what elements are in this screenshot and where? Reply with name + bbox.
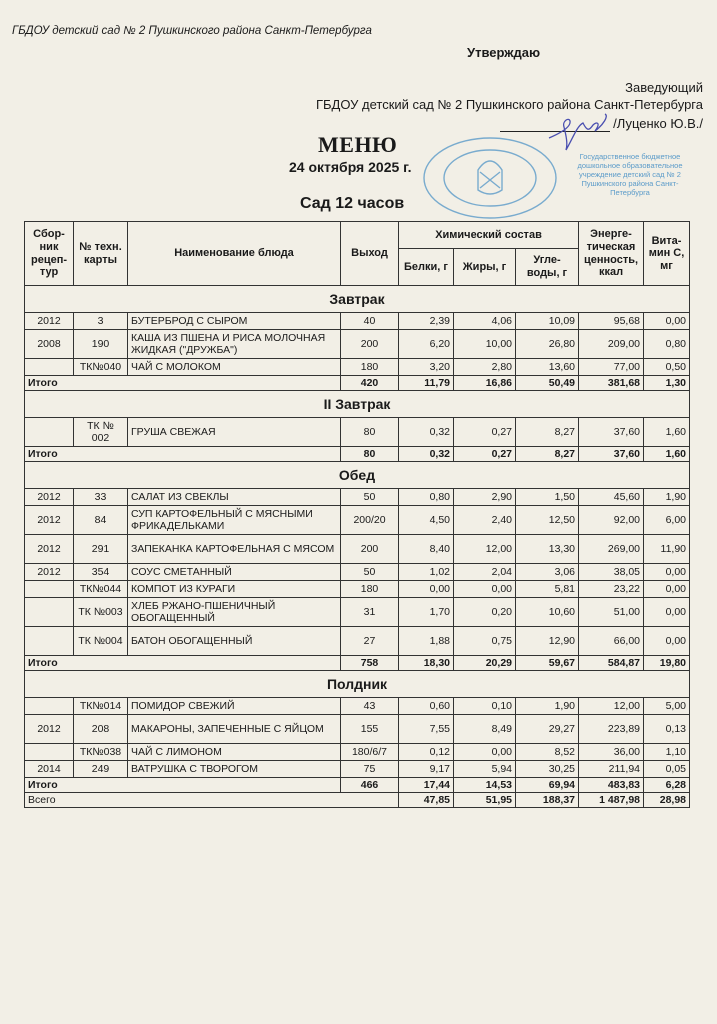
cell-card-number: 208 [74,715,128,744]
cell-card-number: ТК №003 [74,598,128,627]
section-row [25,462,690,489]
cell-collection [25,598,74,627]
cell-fat: 4,06 [454,313,516,330]
cell-protein: 4,50 [399,506,454,535]
cell-fat: 8,49 [454,715,516,744]
section-title: II Завтрак [25,391,690,418]
total-fat: 20,29 [454,656,516,671]
cell-yield: 50 [341,564,399,581]
cell-protein: 0,00 [399,581,454,598]
total-row [25,376,690,391]
director-name: /Луценко Ю.В./ [613,116,703,131]
cell-protein: 0,60 [399,698,454,715]
cell-dish-name: ХЛЕБ РЖАНО-ПШЕНИЧНЫЙ ОБОГАЩЕННЫЙ [128,598,341,627]
table-row [25,715,690,744]
cell-yield: 80 [341,418,399,447]
total-fat: 0,27 [454,447,516,462]
total-protein: 11,79 [399,376,454,391]
total-label: Итого [25,656,341,671]
menu-date: 24 октября 2025 г. [289,159,412,175]
total-label: Итого [25,447,341,462]
cell-yield: 75 [341,761,399,778]
grand-total-vitamin: 28,98 [644,793,690,808]
cell-vitamin: 1,10 [644,744,690,761]
cell-carbs: 26,80 [516,330,579,359]
cell-energy: 92,00 [579,506,644,535]
cell-fat: 0,20 [454,598,516,627]
table-row [25,744,690,761]
total-fat: 16,86 [454,376,516,391]
cell-vitamin: 0,80 [644,330,690,359]
table-row [25,627,690,656]
cell-fat: 0,00 [454,581,516,598]
cell-energy: 211,94 [579,761,644,778]
menu-title: МЕНЮ [318,132,398,157]
header-protein: Белки, г [399,249,454,286]
total-fat: 14,53 [454,778,516,793]
organization-header: ГБДОУ детский сад № 2 Пушкинского района Санкт-Петербурга [12,25,372,37]
cell-carbs: 12,50 [516,506,579,535]
total-protein: 18,30 [399,656,454,671]
cell-protein: 8,40 [399,535,454,564]
table-row [25,359,690,376]
cell-vitamin: 0,05 [644,761,690,778]
cell-carbs: 10,09 [516,313,579,330]
total-energy: 584,87 [579,656,644,671]
cell-card-number: 33 [74,489,128,506]
total-protein: 17,44 [399,778,454,793]
cell-fat: 2,80 [454,359,516,376]
cell-card-number: 3 [74,313,128,330]
cell-collection: 2012 [25,506,74,535]
cell-yield: 200 [341,535,399,564]
cell-collection [25,698,74,715]
grand-total-fat: 51,95 [454,793,516,808]
cell-collection [25,359,74,376]
header-card-number: № техн. карты [74,222,128,286]
cell-protein: 1,70 [399,598,454,627]
cell-protein: 9,17 [399,761,454,778]
cell-energy: 23,22 [579,581,644,598]
cell-vitamin: 1,90 [644,489,690,506]
cell-energy: 45,60 [579,489,644,506]
header-vitamin-c: Вита-мин С, мг [644,222,690,286]
grand-total-energy: 1 487,98 [579,793,644,808]
cell-dish-name: САЛАТ ИЗ СВЕКЛЫ [128,489,341,506]
cell-vitamin: 0,50 [644,359,690,376]
total-yield: 758 [341,656,399,671]
table-row [25,489,690,506]
cell-dish-name: МАКАРОНЫ, ЗАПЕЧЕННЫЕ С ЯЙЦОМ [128,715,341,744]
cell-yield: 27 [341,627,399,656]
cell-dish-name: СУП КАРТОФЕЛЬНЫЙ С МЯСНЫМИ ФРИКАДЕЛЬКАМИ [128,506,341,535]
cell-dish-name: ПОМИДОР СВЕЖИЙ [128,698,341,715]
cell-card-number: ТК№014 [74,698,128,715]
cell-yield: 40 [341,313,399,330]
header-dish-name: Наименование блюда [128,222,341,286]
cell-dish-name: ЗАПЕКАНКА КАРТОФЕЛЬНАЯ С МЯСОМ [128,535,341,564]
cell-yield: 200 [341,330,399,359]
total-label: Итого [25,778,341,793]
cell-collection [25,581,74,598]
table-row [25,564,690,581]
cell-vitamin: 1,60 [644,418,690,447]
cell-collection: 2014 [25,761,74,778]
grand-total-protein: 47,85 [399,793,454,808]
section-row [25,391,690,418]
cell-dish-name: КОМПОТ ИЗ КУРАГИ [128,581,341,598]
cell-energy: 36,00 [579,744,644,761]
cell-yield: 200/20 [341,506,399,535]
total-energy: 37,60 [579,447,644,462]
cell-carbs: 13,60 [516,359,579,376]
cell-protein: 0,12 [399,744,454,761]
cell-fat: 5,94 [454,761,516,778]
cell-vitamin: 11,90 [644,535,690,564]
cell-dish-name: БУТЕРБРОД С СЫРОМ [128,313,341,330]
cell-fat: 10,00 [454,330,516,359]
cell-vitamin: 5,00 [644,698,690,715]
section-title: Обед [25,462,690,489]
cell-fat: 12,00 [454,535,516,564]
cell-card-number: 190 [74,330,128,359]
approval-label: Утверждаю [467,45,541,60]
cell-energy: 95,68 [579,313,644,330]
header-yield: Выход [341,222,399,286]
total-carbs: 59,67 [516,656,579,671]
cell-carbs: 1,50 [516,489,579,506]
cell-energy: 66,00 [579,627,644,656]
cell-protein: 2,39 [399,313,454,330]
cell-card-number: 291 [74,535,128,564]
total-carbs: 8,27 [516,447,579,462]
total-carbs: 50,49 [516,376,579,391]
header-fat: Жиры, г [454,249,516,286]
section-title: Завтрак [25,286,690,313]
section-row [25,671,690,698]
cell-card-number: ТК № 002 [74,418,128,447]
section-row [25,286,690,313]
cell-dish-name: ВАТРУШКА С ТВОРОГОМ [128,761,341,778]
grand-total-label: Всего [25,793,399,808]
cell-fat: 0,27 [454,418,516,447]
cell-yield: 180/6/7 [341,744,399,761]
cell-dish-name: ГРУША СВЕЖАЯ [128,418,341,447]
cell-fat: 2,04 [454,564,516,581]
section-title: Полдник [25,671,690,698]
cell-dish-name: БАТОН ОБОГАЩЕННЫЙ [128,627,341,656]
total-yield: 420 [341,376,399,391]
cell-energy: 77,00 [579,359,644,376]
total-label: Итого [25,376,341,391]
table-row [25,581,690,598]
cell-energy: 38,05 [579,564,644,581]
cell-vitamin: 0,13 [644,715,690,744]
stamp-text: Государственное бюджетное дошкольное образовательное учреждение детский сад № 2 Пушкинского района Санкт-Петербурга [577,152,683,197]
cell-collection [25,418,74,447]
cell-collection: 2012 [25,715,74,744]
cell-carbs: 3,06 [516,564,579,581]
cell-carbs: 5,81 [516,581,579,598]
table-row [25,313,690,330]
cell-energy: 37,60 [579,418,644,447]
cell-carbs: 8,52 [516,744,579,761]
cell-carbs: 8,27 [516,418,579,447]
header-carbs: Угле-воды, г [516,249,579,286]
cell-card-number: 84 [74,506,128,535]
cell-carbs: 29,27 [516,715,579,744]
cell-energy: 223,89 [579,715,644,744]
cell-protein: 3,20 [399,359,454,376]
total-row [25,778,690,793]
cell-yield: 180 [341,359,399,376]
total-energy: 381,68 [579,376,644,391]
cell-collection: 2008 [25,330,74,359]
cell-dish-name: ЧАЙ С МОЛОКОМ [128,359,341,376]
director-title: Заведующий [625,80,703,95]
total-row [25,447,690,462]
cell-yield: 155 [341,715,399,744]
director-organization: ГБДОУ детский сад № 2 Пушкинского района Санкт-Петербурга [315,97,703,112]
cell-collection [25,627,74,656]
total-yield: 466 [341,778,399,793]
table-row [25,535,690,564]
header-collection: Сбор-ник рецеп-тур [25,222,74,286]
cell-card-number: ТК№040 [74,359,128,376]
grand-total-carbs: 188,37 [516,793,579,808]
cell-collection: 2012 [25,535,74,564]
cell-yield: 180 [341,581,399,598]
header-chemical-composition: Химический состав [399,222,579,249]
cell-dish-name: СОУС СМЕТАННЫЙ [128,564,341,581]
menu-table [24,221,690,808]
cell-energy: 209,00 [579,330,644,359]
total-row [25,656,690,671]
total-vitamin: 6,28 [644,778,690,793]
cell-carbs: 30,25 [516,761,579,778]
cell-vitamin: 0,00 [644,564,690,581]
cell-card-number: ТК№038 [74,744,128,761]
cell-card-number: 249 [74,761,128,778]
cell-fat: 0,75 [454,627,516,656]
cell-protein: 0,80 [399,489,454,506]
grand-total-row [25,793,690,808]
cell-dish-name: КАША ИЗ ПШЕНА И РИСА МОЛОЧНАЯ ЖИДКАЯ ("ДРУЖБА") [128,330,341,359]
cell-carbs: 10,60 [516,598,579,627]
cell-carbs: 1,90 [516,698,579,715]
table-row [25,598,690,627]
cell-collection: 2012 [25,489,74,506]
table-row [25,330,690,359]
cell-protein: 1,02 [399,564,454,581]
total-vitamin: 1,60 [644,447,690,462]
table-row [25,761,690,778]
table-row [25,698,690,715]
cell-protein: 6,20 [399,330,454,359]
total-vitamin: 19,80 [644,656,690,671]
official-stamp-icon [420,136,560,220]
total-yield: 80 [341,447,399,462]
cell-yield: 43 [341,698,399,715]
cell-collection: 2012 [25,313,74,330]
cell-protein: 1,88 [399,627,454,656]
cell-fat: 0,00 [454,744,516,761]
group-label: Сад 12 часов [300,195,405,212]
cell-card-number: 354 [74,564,128,581]
cell-card-number: ТК№044 [74,581,128,598]
cell-protein: 7,55 [399,715,454,744]
cell-vitamin: 0,00 [644,627,690,656]
cell-vitamin: 6,00 [644,506,690,535]
cell-energy: 51,00 [579,598,644,627]
cell-fat: 0,10 [454,698,516,715]
cell-energy: 269,00 [579,535,644,564]
cell-dish-name: ЧАЙ С ЛИМОНОМ [128,744,341,761]
cell-vitamin: 0,00 [644,598,690,627]
cell-yield: 50 [341,489,399,506]
total-energy: 483,83 [579,778,644,793]
cell-energy: 12,00 [579,698,644,715]
cell-carbs: 13,30 [516,535,579,564]
table-row [25,418,690,447]
total-carbs: 69,94 [516,778,579,793]
cell-protein: 0,32 [399,418,454,447]
total-vitamin: 1,30 [644,376,690,391]
header-energy: Энерге-тическая ценность, ккал [579,222,644,286]
cell-carbs: 12,90 [516,627,579,656]
cell-fat: 2,90 [454,489,516,506]
cell-vitamin: 0,00 [644,313,690,330]
cell-vitamin: 0,00 [644,581,690,598]
cell-fat: 2,40 [454,506,516,535]
cell-card-number: ТК №004 [74,627,128,656]
cell-yield: 31 [341,598,399,627]
cell-collection: 2012 [25,564,74,581]
total-protein: 0,32 [399,447,454,462]
cell-collection [25,744,74,761]
table-row [25,506,690,535]
